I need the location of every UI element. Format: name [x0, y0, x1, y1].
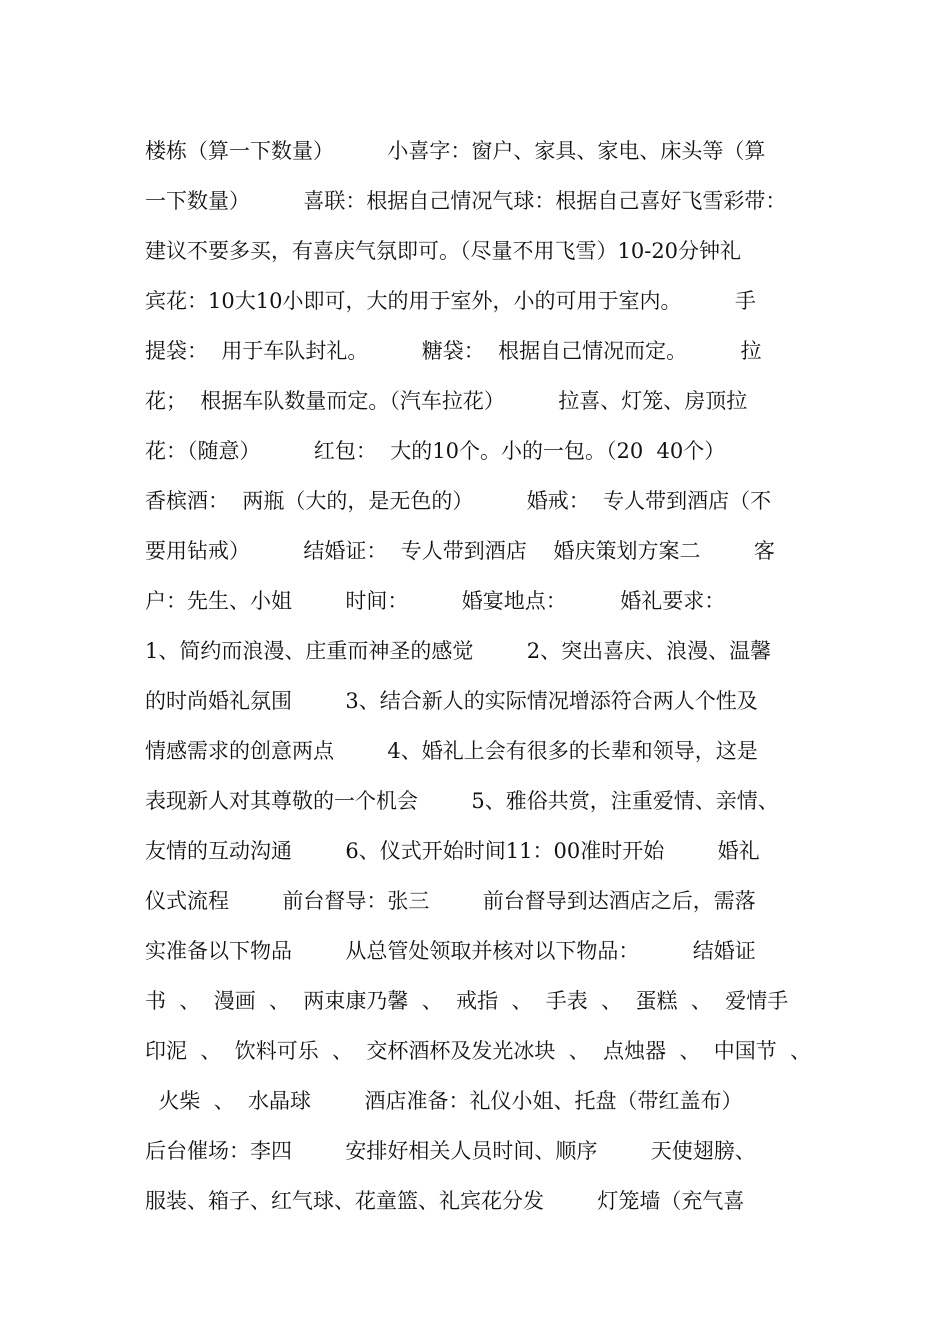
text-line: 表现新人对其尊敬的一个机会 5、雅俗共赏，注重爱情、亲情、	[145, 789, 779, 813]
text-line: 一下数量） 喜联：根据自己情况气球：根据自己喜好飞雪彩带：	[145, 189, 787, 213]
text-line: 实准备以下物品 从总管处领取并核对以下物品： 结婚证	[145, 939, 756, 963]
text-line: 情感需求的创意两点 4、婚礼上会有很多的长辈和领导，这是	[145, 739, 758, 763]
text-line: 楼栋（算一下数量） 小喜字：窗户、家具、家电、床头等（算	[145, 139, 766, 163]
text-line: 的时尚婚礼氛围 3、结合新人的实际情况增添符合两人个性及	[145, 689, 758, 713]
text-line: 要用钻戒） 结婚证： 专人带到酒店 婚庆策划方案二 客	[145, 539, 775, 563]
text-line: 户：先生、小姐 时间： 婚宴地点： 婚礼要求：	[145, 589, 726, 613]
text-line: 1、简约而浪漫、庄重而神圣的感觉 2、突出喜庆、浪漫、温馨	[145, 639, 772, 663]
text-line: 后台催场：李四 安排好相关人员时间、顺序 天使翅膀、	[145, 1139, 756, 1163]
text-line: 火柴 、 水晶球 酒店准备：礼仪小姐、托盘（带红盖布）	[145, 1089, 743, 1113]
text-line: 书 、 漫画 、 两束康乃馨 、 戒指 、 手表 、 蛋糕 、 爱情手	[145, 989, 789, 1013]
text-line: 服装、箱子、红气球、花童篮、礼宾花分发 灯笼墙（充气喜	[145, 1189, 745, 1213]
text-line: 提袋： 用于车队封礼。 糖袋： 根据自己情况而定。 拉	[145, 339, 762, 363]
text-line: 宾花：10大10小即可，大的用于室外，小的可用于室内。 手	[145, 289, 756, 313]
body-text	[145, 131, 825, 1231]
text-line: 花； 根据车队数量而定。（汽车拉花） 拉喜、灯笼、房顶拉	[145, 389, 748, 413]
text-line: 友情的互动沟通 6、仪式开始时间11：00准时开始 婚礼	[145, 839, 760, 863]
text-line: 花：（随意） 红包： 大的10个。小的一包。（20 40个）	[145, 439, 726, 463]
text-line: 建议不要多买，有喜庆气氛即可。（尽量不用飞雪）10-20分钟礼	[145, 239, 742, 263]
text-line: 仪式流程 前台督导：张三 前台督导到达酒店之后，需落	[145, 889, 756, 913]
text-line: 印泥 、 饮料可乐 、 交杯酒杯及发光冰块 、 点烛器 、 中国节 、	[145, 1039, 812, 1063]
text-line: 香槟酒： 两瓶（大的，是无色的） 婚戒： 专人带到酒店（不	[145, 489, 772, 513]
